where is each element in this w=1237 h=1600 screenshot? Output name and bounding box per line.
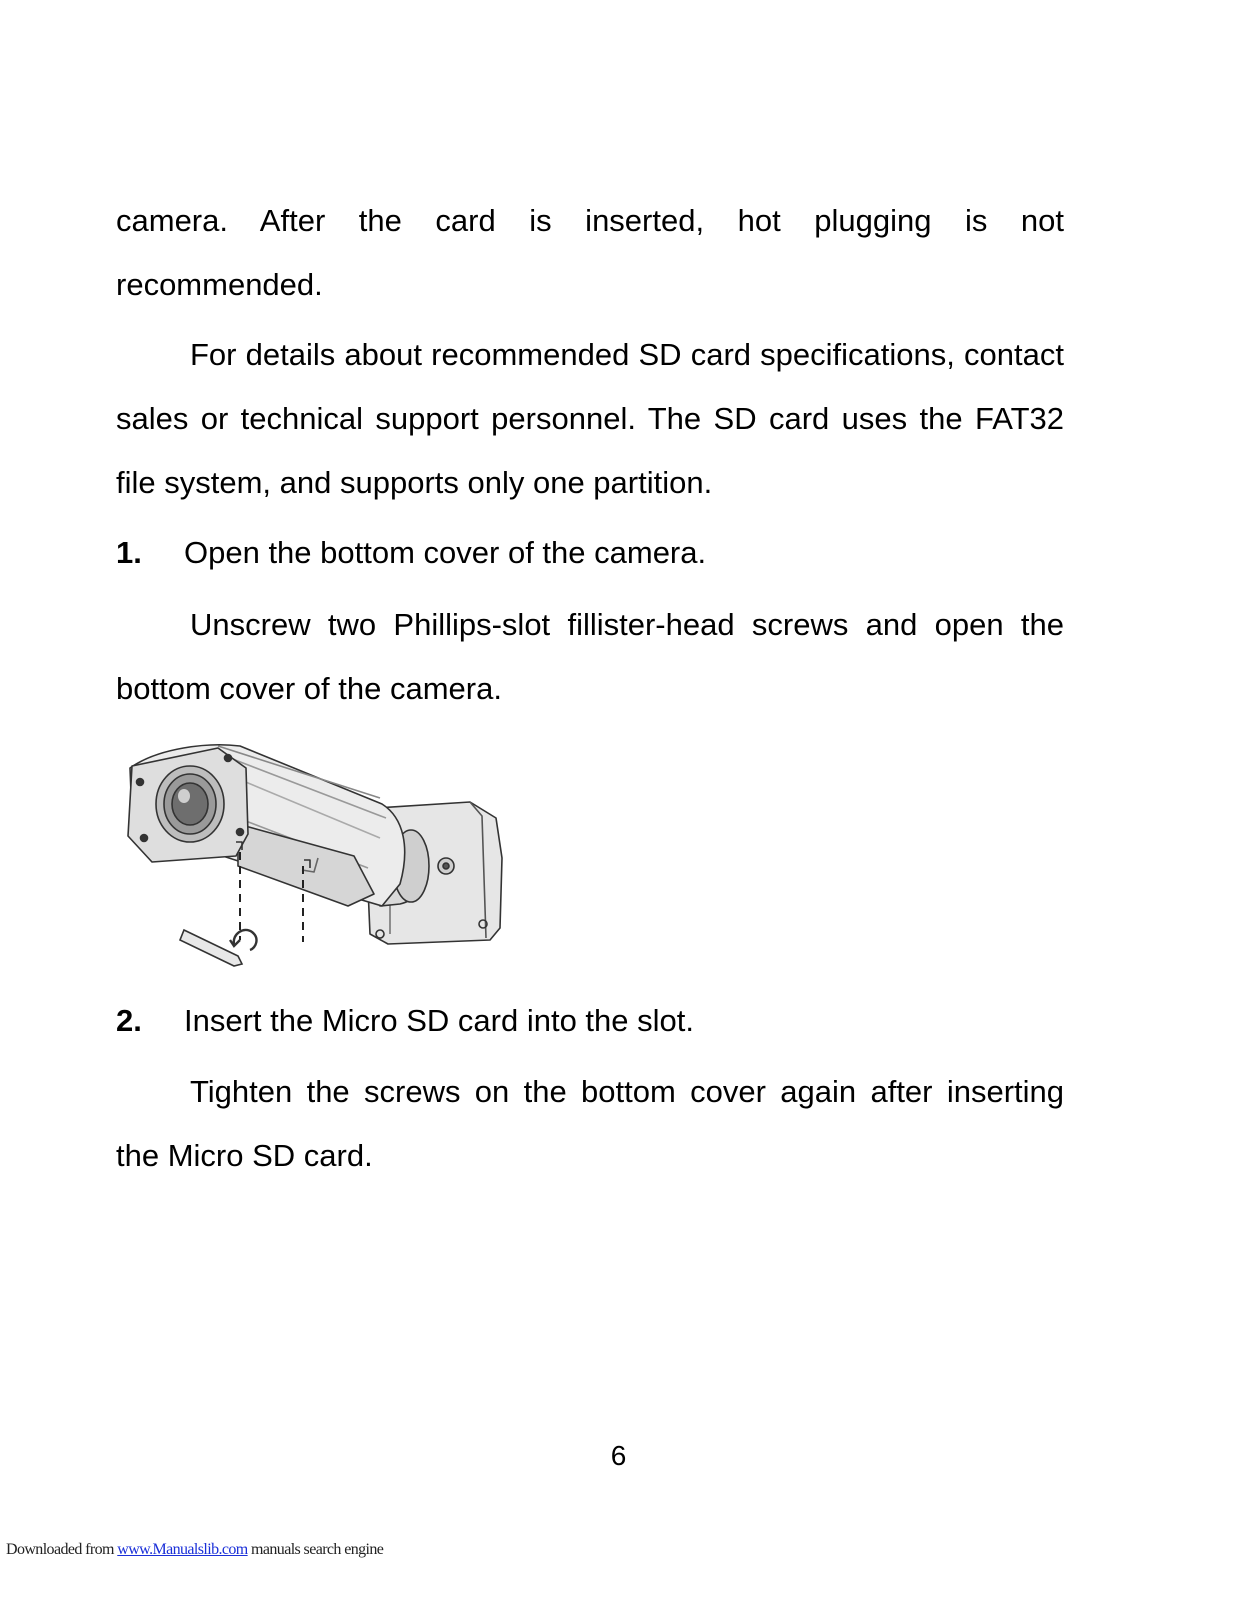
paragraph-line: camera. After the card is inserted, hot plugging is not — [116, 203, 1064, 238]
step-open-cover — [116, 521, 1064, 585]
step-number: 1. — [116, 535, 142, 570]
footer-prefix: Downloaded from — [6, 1541, 118, 1558]
paragraph-tighten: Tighten the screws on the bottom cover again after inserting the Micro SD card. — [116, 1074, 1064, 1173]
paragraph-unscrew: Unscrew two Phillips-slot fillister-head screws and open the bottom cover of the camera. — [116, 607, 1064, 706]
page-number: 6 — [610, 1440, 627, 1471]
camera-illustration — [118, 738, 510, 970]
footer-suffix: manuals search engine — [247, 1541, 384, 1558]
step-number: 2. — [116, 1003, 142, 1038]
paragraph-card-insertion — [116, 189, 1064, 317]
step-insert-card — [116, 989, 1064, 1053]
bullet-camera-icon — [118, 738, 510, 970]
step-text: Insert the Micro SD card into the slot. — [184, 1003, 694, 1038]
step-text: Open the bottom cover of the camera. — [184, 535, 707, 570]
paragraph-sd-specs: For details about recommended SD card specifications, contact sales or technical support personnel. The SD card uses the FAT32 file system, and supports only one partition. — [116, 337, 1064, 500]
download-footer — [6, 1541, 383, 1559]
paragraph-line: recommended. — [116, 267, 323, 302]
manualslib-link[interactable]: www.Manualslib.com — [117, 1541, 248, 1558]
